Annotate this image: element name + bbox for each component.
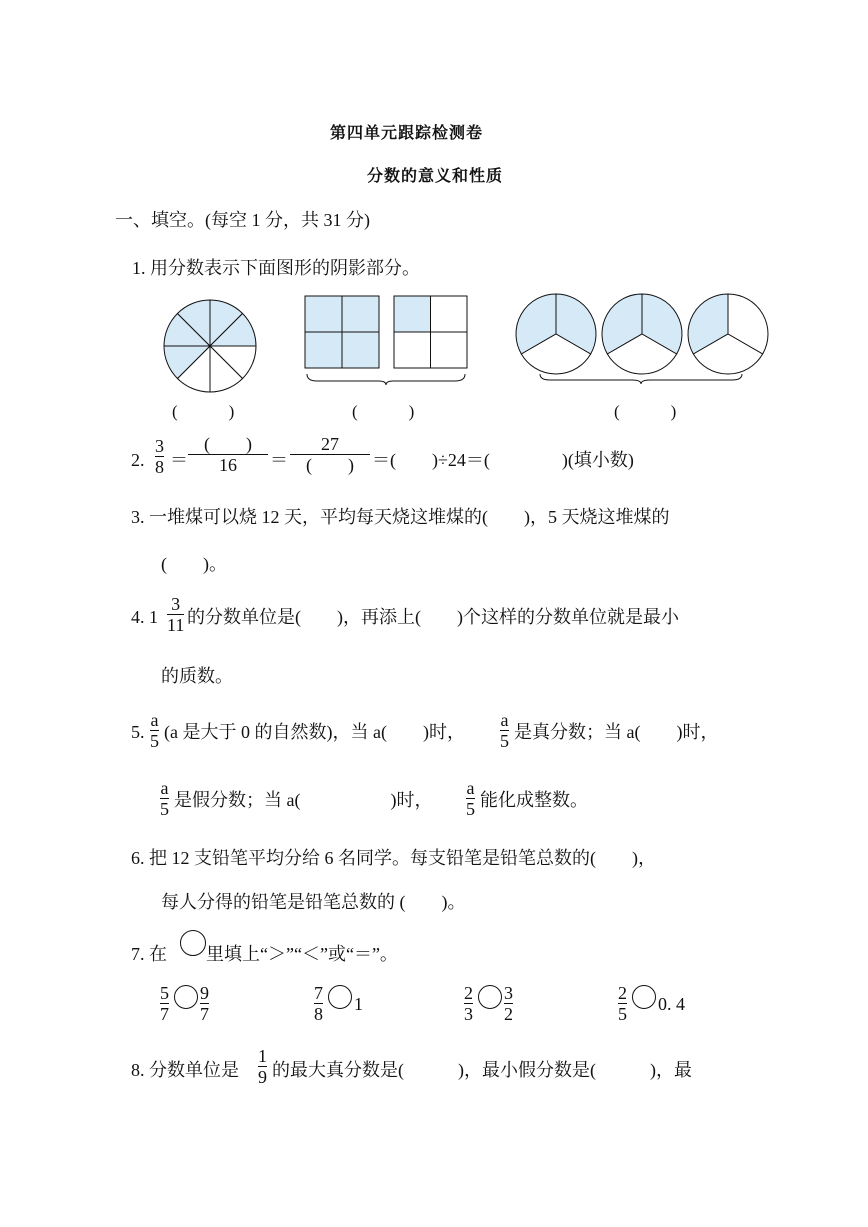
q7-prefix: 7. 在 <box>131 944 167 964</box>
q4-prefix: 4. 1 <box>131 607 158 627</box>
equals-sign: ＝ <box>270 450 288 470</box>
numerator-blank[interactable]: ( ) <box>204 434 252 454</box>
q5-number: 5. <box>131 722 145 742</box>
question-8-line-1: 的最大真分数是( )，最小假分数是( )，最 <box>272 1060 692 1080</box>
page-title: 第四单元跟踪检测卷 <box>330 123 484 142</box>
compare-circle-2[interactable] <box>328 985 352 1009</box>
denominator: 7 <box>200 1004 209 1024</box>
q2-fraction-2[interactable] <box>188 434 268 475</box>
q2-fraction-3[interactable] <box>290 434 370 475</box>
q5-line-2b: 能化成整数。 <box>480 790 588 810</box>
denominator: 7 <box>160 1004 169 1024</box>
equals-sign: ＝ <box>170 450 188 470</box>
circle-eighths-figure <box>162 298 258 394</box>
q7-item-4-right: 0. 4 <box>658 994 685 1014</box>
numerator: 7 <box>314 983 323 1003</box>
q7-instruction: 里填上“＞”“＜”或“＝”。 <box>206 944 398 964</box>
numerator: 3 <box>171 594 181 614</box>
q8-fraction <box>258 1046 267 1087</box>
answer-blank-1[interactable]: ( ) <box>172 402 235 421</box>
numerator: 1 <box>258 1046 267 1066</box>
denominator: 11 <box>167 615 185 635</box>
denominator: 8 <box>155 457 164 477</box>
denominator: 5 <box>160 799 169 819</box>
page-subtitle: 分数的意义和性质 <box>367 166 504 185</box>
numerator: 2 <box>618 983 627 1003</box>
q2-number: 2. <box>131 450 145 470</box>
question-3-line-2: ( )。 <box>161 554 227 574</box>
q7-item-1-right <box>200 983 209 1024</box>
q8-prefix: 8. 分数单位是 <box>131 1060 239 1080</box>
numerator: 2 <box>464 983 473 1003</box>
denominator: 8 <box>314 1004 323 1024</box>
numerator: a <box>500 710 509 730</box>
q7-item-3-right <box>504 983 513 1024</box>
denominator: 9 <box>258 1067 267 1087</box>
q5-fraction <box>150 710 159 751</box>
q5-fraction <box>160 778 169 819</box>
q2-tail: ＝( )÷24＝( )(填小数) <box>372 450 634 470</box>
denominator-blank[interactable]: ( ) <box>306 455 354 475</box>
q5-line-1b: 是真分数；当 a( )时， <box>514 722 719 742</box>
denominator: 2 <box>504 1004 513 1024</box>
squares-figure <box>303 295 469 387</box>
q4-fraction <box>167 594 184 635</box>
q7-item-2-left <box>314 983 323 1024</box>
q2-fraction-1 <box>155 436 164 477</box>
q5-line-1a: (a 是大于 0 的自然数)，当 a( )时， <box>164 722 465 742</box>
compare-circle-3[interactable] <box>478 985 502 1009</box>
denominator: 5 <box>618 1004 627 1024</box>
question-4-line-2: 的质数。 <box>161 666 233 686</box>
denominator: 3 <box>464 1004 473 1024</box>
numerator: a <box>466 778 475 798</box>
denominator: 16 <box>219 455 237 475</box>
q7-item-4-left <box>618 983 627 1024</box>
numerator: a <box>160 778 169 798</box>
question-1: 1. 用分数表示下面图形的阴影部分。 <box>132 258 420 278</box>
numerator: 9 <box>200 983 209 1003</box>
section-heading: 一、填空。(每空 1 分，共 31 分) <box>115 210 370 230</box>
compare-circle-icon <box>180 930 206 956</box>
compare-circle-4[interactable] <box>632 985 656 1009</box>
numerator: 5 <box>160 983 169 1003</box>
numerator: 3 <box>155 436 164 456</box>
question-3-line-1: 3. 一堆煤可以烧 12 天，平均每天烧这堆煤的( )，5 天烧这堆煤的 <box>131 507 670 527</box>
q5-line-2a: 是假分数；当 a( )时， <box>174 790 433 810</box>
q5-fraction <box>466 778 475 819</box>
q7-item-2-right: 1 <box>354 994 363 1014</box>
q7-item-3-left <box>464 983 473 1024</box>
denominator: 5 <box>150 731 159 751</box>
question-4-line-1: 的分数单位是( )，再添上( )个这样的分数单位就是最小 <box>187 607 679 627</box>
numerator: 27 <box>321 434 339 454</box>
compare-circle-1[interactable] <box>174 985 198 1009</box>
denominator: 5 <box>466 799 475 819</box>
numerator: a <box>150 710 159 730</box>
denominator: 5 <box>500 731 509 751</box>
q5-fraction <box>500 710 509 751</box>
three-circles-figure <box>514 294 770 386</box>
answer-blank-3[interactable]: ( ) <box>614 402 677 421</box>
q7-item-1-left <box>160 983 169 1024</box>
answer-blank-2[interactable]: ( ) <box>352 402 415 421</box>
question-6-line-2: 每人分得的铅笔是铅笔总数的 ( )。 <box>161 892 466 912</box>
numerator: 3 <box>504 983 513 1003</box>
question-6-line-1: 6. 把 12 支铅笔平均分给 6 名同学。每支铅笔是铅笔总数的( )， <box>131 848 656 868</box>
